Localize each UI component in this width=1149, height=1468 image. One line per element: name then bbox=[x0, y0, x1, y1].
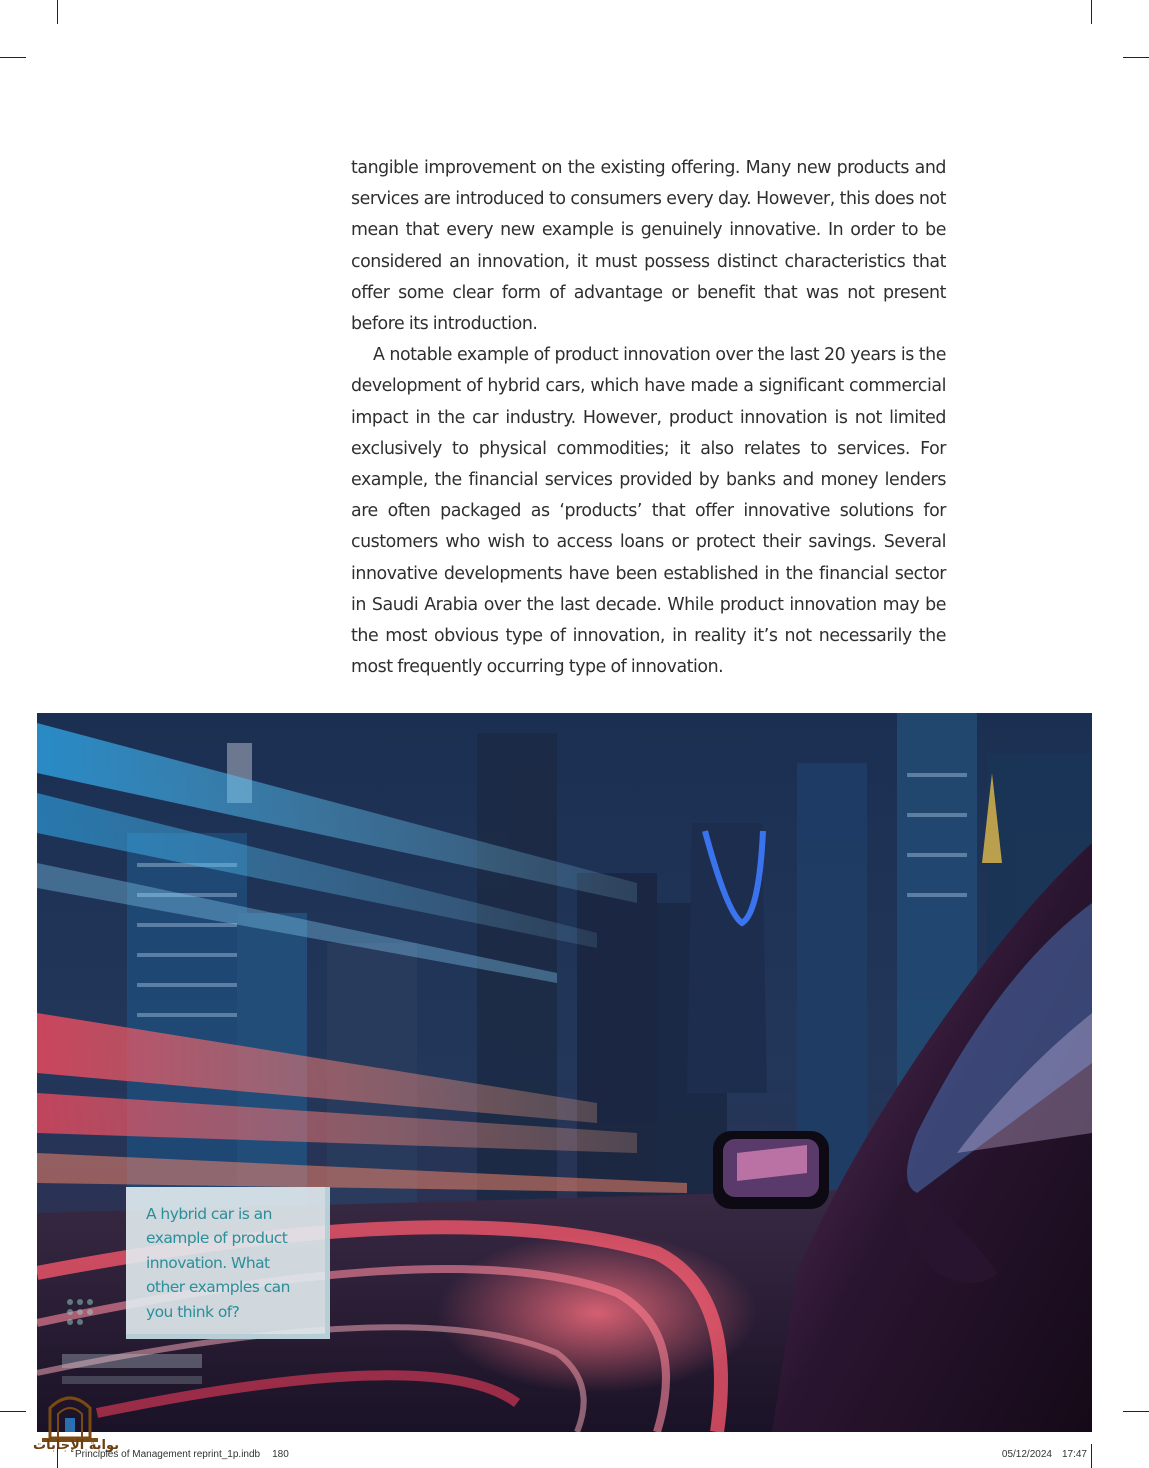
crop-mark bbox=[0, 57, 26, 58]
crop-mark bbox=[1091, 1444, 1092, 1468]
paragraph-1: tangible improvement on the existing offering. Many new products and services are introduced to consumers every day. However, this does not mean that every new example is genuinely innovative. In order to be considered an innovation, it must possess distinct characteristics that offer some clear form of advantage or benefit that was not present before its introduction. bbox=[351, 158, 946, 335]
paragraph-2: A notable example of product innovation over the last 20 years is the development of hybrid cars, which have made a significant commercial impact in the car industry. However, product innovation is not limited exclusively to physical commodities; it also relates to services. For example, the financial services provided by banks and money lenders are often packaged as ‘products’ that offer innovative solutions for customers who wish to access loans or protect their savings. Several innovative developments have been established in the financial sector in Saudi Arabia over the last decade. While product innovation may be the most obvious type of innovation, in reality it’s not necessarily the most frequently occurring type of innovation. bbox=[351, 345, 946, 678]
footer-file-info bbox=[75, 1449, 289, 1460]
crop-mark bbox=[0, 1411, 26, 1412]
crop-mark bbox=[1091, 0, 1092, 24]
crop-mark bbox=[57, 0, 58, 24]
answers-portal-name: بوابة الإجابات bbox=[33, 1438, 119, 1453]
crop-mark bbox=[1123, 57, 1149, 58]
photo-caption-box bbox=[126, 1187, 330, 1339]
body-text bbox=[351, 153, 946, 683]
crop-mark bbox=[1123, 1411, 1149, 1412]
photo-caption: A hybrid car is an example of product innovation. What other examples can you think of? bbox=[146, 1205, 290, 1321]
page-number: 180 bbox=[272, 1449, 289, 1460]
footer-time: 17:47 bbox=[1061, 1449, 1087, 1460]
file-name: Principles of Management reprint_1p.indb bbox=[75, 1449, 261, 1460]
footer-date: 05/12/2024 bbox=[1001, 1449, 1052, 1460]
footer-timestamp bbox=[1002, 1449, 1087, 1460]
